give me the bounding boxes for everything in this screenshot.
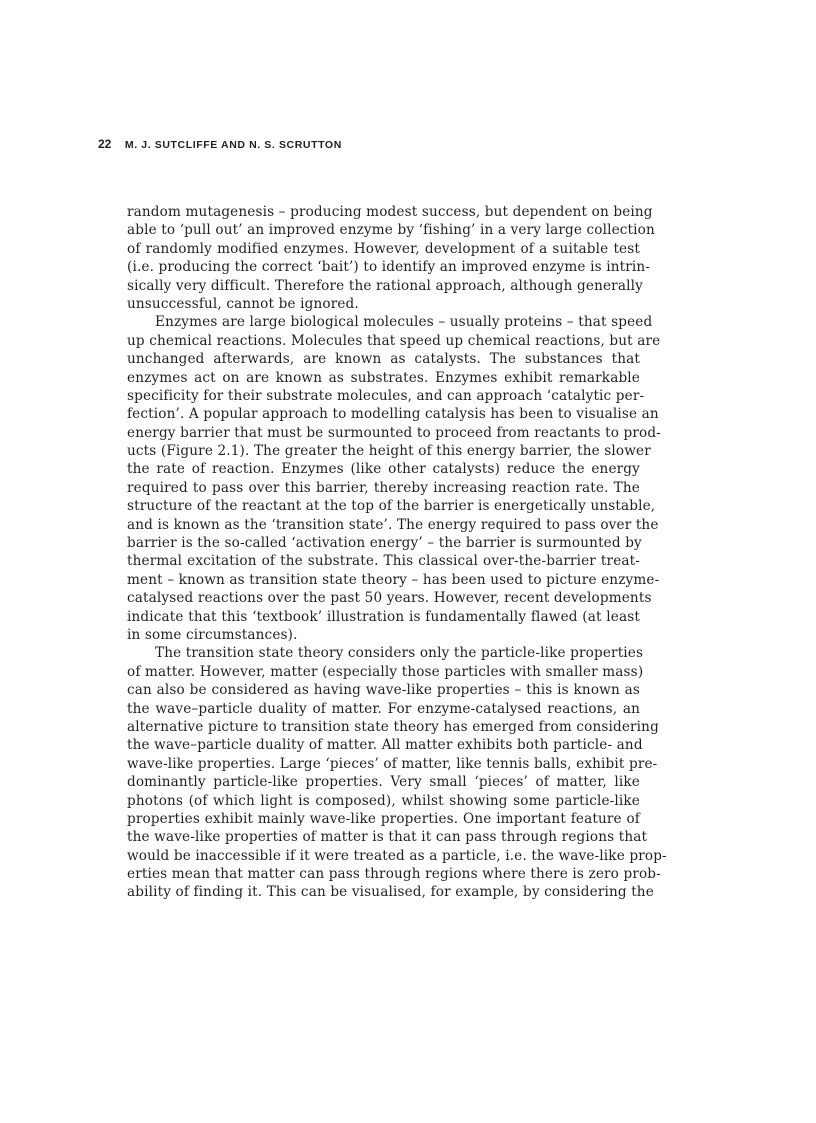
text-line: thermal excitation of the substrate. This classical over-the-barrier treat- xyxy=(127,553,640,570)
text-line: in some circumstances). xyxy=(127,626,298,643)
text-line: ment – known as transition state theory – has been used to picture enzyme- xyxy=(127,571,660,588)
text-line: wave-like properties. Large ‘pieces’ of matter, like tennis balls, exhibit pre- xyxy=(127,755,658,772)
text-line: energy barrier that must be surmounted to proceed from reactants to prod- xyxy=(127,424,661,441)
text-line: sically very difficult. Therefore the rational approach, although generally xyxy=(127,277,643,294)
text-line: can also be considered as having wave-like properties – this is known as xyxy=(127,682,640,699)
text-line: indicate that this ‘textbook’ illustration is fundamentally flawed (at least xyxy=(127,608,640,625)
text-line: ability of finding it. This can be visualised, for example, by considering the xyxy=(127,884,654,901)
text-line: photons (of which light is composed), whilst showing some particle-like xyxy=(127,792,640,809)
running-head-authors: M. J. SUTCLIFFE AND N. S. SCRUTTON xyxy=(124,139,342,151)
text-line: The transition state theory considers only the particle-like properties xyxy=(155,645,644,662)
text-line: required to pass over this barrier, thereby increasing reaction rate. The xyxy=(127,479,640,496)
text-line: the wave–particle duality of matter. For enzyme-catalysed reactions, an xyxy=(127,700,640,717)
text-line: specificity for their substrate molecules, and can approach ‘catalytic per- xyxy=(127,387,645,404)
text-line: barrier is the so-called ‘activation energy’ – the barrier is surmounted by xyxy=(127,535,642,552)
text-line: erties mean that matter can pass through regions where there is zero prob- xyxy=(127,866,661,883)
text-line: the rate of reaction. Enzymes (like other catalysts) reduce the energy xyxy=(127,461,640,478)
paragraph-3 xyxy=(127,644,667,901)
text-line: Enzymes are large biological molecules – usually proteins – that speed xyxy=(155,314,653,331)
text-line: dominantly particle-like properties. Very small ‘pieces’ of matter, like xyxy=(127,774,640,791)
body-text xyxy=(127,203,667,902)
text-line: unchanged afterwards, are known as catalysts. The substances that xyxy=(127,351,640,368)
text-line: fection’. A popular approach to modelling catalysis has been to visualise an xyxy=(127,406,659,423)
text-line: structure of the reactant at the top of the barrier is energetically unstable, xyxy=(127,498,656,515)
text-line: random mutagenesis – producing modest success, but dependent on being xyxy=(127,204,653,220)
text-line: able to ‘pull out’ an improved enzyme by ‘fishing’ in a very large collection xyxy=(127,222,655,239)
page-number: 22 xyxy=(98,137,112,151)
text-line: would be inaccessible if it were treated as a particle, i.e. the wave-like prop- xyxy=(127,847,667,864)
running-head xyxy=(98,137,342,151)
text-line: the wave–particle duality of matter. All matter exhibits both particle- and xyxy=(127,737,643,754)
text-line: the wave-like properties of matter is that it can pass through regions that xyxy=(127,829,648,846)
text-line: unsuccessful, cannot be ignored. xyxy=(127,295,359,312)
paragraph-2 xyxy=(127,313,661,644)
text-line: of randomly modified enzymes. However, development of a suitable test xyxy=(127,240,640,257)
text-line: enzymes act on are known as substrates. Enzymes exhibit remarkable xyxy=(127,369,640,386)
text-line: ucts (Figure 2.1). The greater the height of this energy barrier, the slower xyxy=(127,443,651,460)
text-line: and is known as the ‘transition state’. The energy required to pass over the xyxy=(127,516,659,533)
text-line: catalysed reactions over the past 50 years. However, recent developments xyxy=(127,590,652,607)
paragraph-1 xyxy=(127,203,655,313)
text-line: alternative picture to transition state theory has emerged from considering xyxy=(127,718,659,735)
text-line: of matter. However, matter (especially those particles with smaller mass) xyxy=(127,663,644,680)
text-line: properties exhibit mainly wave-like properties. One important feature of xyxy=(127,810,640,827)
text-line: up chemical reactions. Molecules that speed up chemical reactions, but are xyxy=(127,332,661,349)
text-line: (i.e. producing the correct ‘bait’) to identify an improved enzyme is intrin- xyxy=(127,259,651,276)
